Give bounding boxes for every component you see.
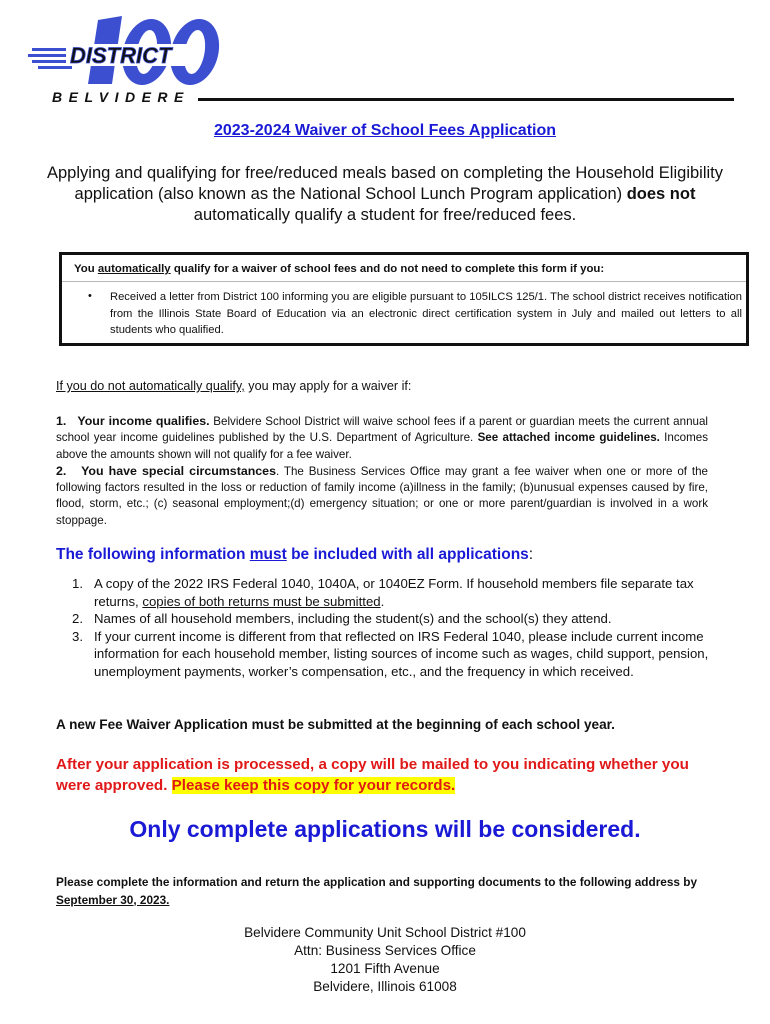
address-line: Belvidere, Illinois 61008 xyxy=(313,979,457,994)
list-item: 2. Names of all household members, including the student(s) and the school(s) they attend. xyxy=(72,611,612,627)
header-rule xyxy=(198,98,734,101)
intro-text: Applying and qualifying for free/reduced meals based on completing the Household Eligibility application (also known as the National School Lunch Program application) xyxy=(47,164,723,203)
required-info-list xyxy=(72,575,712,681)
district-logo xyxy=(28,14,228,106)
logo-town-word: BELVIDERE xyxy=(52,89,190,105)
box-divider xyxy=(62,281,746,282)
processed-notice: After your application is processed, a copy will be mailed to you indicating whether you were approved. Please keep this copy for your records. xyxy=(56,756,689,794)
address-line: Attn: Business Services Office xyxy=(294,943,476,958)
page-title: 2023-2024 Waiver of School Fees Application xyxy=(213,122,557,139)
criterion-income: 1. Your income qualifies. Belvidere School District will waive school fees if a parent or guardian meets the current annual school year income guidelines published by the U.S. Department of Agriculture. See attached income guidelines. Incomes above the amounts shown will not qualify for a fee waiver. xyxy=(56,414,708,461)
address-line: 1201 Fifth Avenue xyxy=(330,961,440,976)
automatic-qualify-box xyxy=(59,252,749,346)
intro-paragraph xyxy=(26,163,744,226)
required-info-heading: The following information must be included with all applications: xyxy=(56,546,534,563)
bullet-icon: • xyxy=(88,290,92,302)
complete-applications-notice: Only complete applications will be considered. xyxy=(129,816,641,842)
mailing-address xyxy=(0,924,770,996)
list-item: 3. If your current income is different from that reflected on IRS Federal 1040, please include current income information for each household member, listing sources of income such as wages, child support, pension, unemployment payments, worker’s compensation, etc., and the frequency in which received. xyxy=(72,628,709,679)
return-instructions: Please complete the information and return the application and supporting documents to the following address by September 30, 2023. xyxy=(56,875,698,907)
new-application-notice: A new Fee Waiver Application must be submitted at the beginning of each school year. xyxy=(56,717,615,732)
deadline-date: September 30, 2023. xyxy=(56,892,170,907)
address-line: Belvidere Community Unit School District #100 xyxy=(244,925,526,940)
waiver-criteria xyxy=(56,413,708,529)
box-text: Received a letter from District 100 informing you are eligible pursuant to 105ILCS 125/1. The school district receives notification from the Illinois State Board of Education via an electronic direct certification system in July and mailed out letters to all students who qualified. xyxy=(110,291,742,336)
criterion-special: 2. You have special circumstances. The Business Services Office may grant a fee waiver when one or more of the following factors resulted in the loss or reduction of family income (a)illness in the family; (b)unusual expenses caused by fire, flood, storm, etc.; (c) seasonal employment;(d) emergency situation; or one or more parent/guardian is involved in a work stoppage. xyxy=(56,463,709,527)
logo-district-word: DISTRICT xyxy=(70,43,172,68)
intro-bold: does not xyxy=(626,185,696,203)
keep-copy-highlight: Please keep this copy for your records. xyxy=(171,776,456,794)
box-title: You automatically qualify for a waiver of school fees and do not need to complete this form if you: xyxy=(74,263,605,275)
apply-intro: If you do not automatically qualify, you may apply for a waiver if: xyxy=(56,379,412,393)
list-item: 1. A copy of the 2022 IRS Federal 1040, 1040A, or 1040EZ Form. If household members file separate tax returns, copies of both returns must be submitted. xyxy=(72,576,694,609)
intro-tail: automatically qualify a student for free/reduced fees. xyxy=(193,206,577,224)
